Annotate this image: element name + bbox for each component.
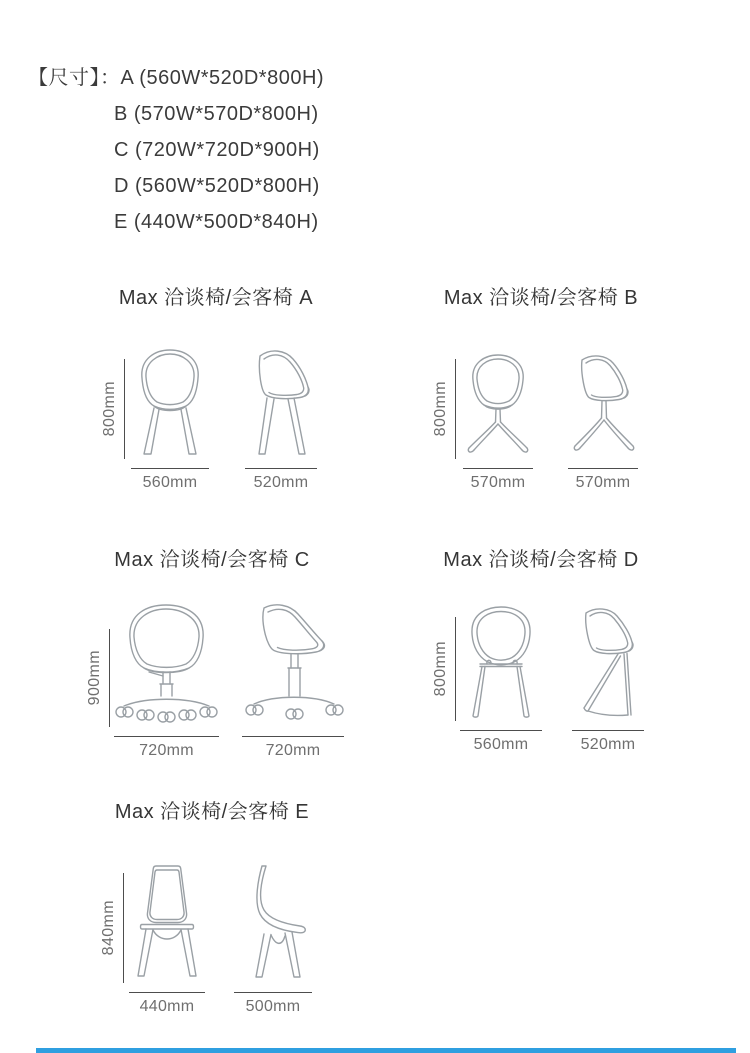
diagram-row bbox=[85, 346, 347, 492]
section-chair-a bbox=[85, 284, 347, 492]
chair-c-side-drawing bbox=[242, 600, 344, 726]
chair-side-view bbox=[234, 862, 312, 1016]
front-width-dimension: 570mm bbox=[463, 468, 533, 492]
height-ruler bbox=[86, 629, 110, 727]
section-title: Max 洽谈椅/会客椅 A bbox=[118, 287, 314, 309]
chair-e-side-drawing bbox=[234, 862, 312, 982]
diagram-row bbox=[85, 862, 339, 1016]
spec-header bbox=[28, 60, 324, 240]
chair-side-view bbox=[572, 605, 644, 754]
height-ruler bbox=[100, 873, 124, 983]
ruler-line bbox=[109, 629, 110, 727]
spec-size-b: B (570W*570D*800H) bbox=[114, 103, 319, 125]
spec-size-a: A (560W*520D*800H) bbox=[120, 67, 325, 89]
spec-size-e: E (440W*500D*840H) bbox=[114, 211, 319, 233]
section-chair-c bbox=[75, 546, 349, 760]
height-ruler bbox=[101, 359, 125, 459]
ruler-line bbox=[455, 359, 456, 459]
chair-e-front-drawing bbox=[129, 862, 205, 982]
section-title: Max 洽谈椅/会客椅 D bbox=[443, 549, 639, 571]
section-title: Max 洽谈椅/会客椅 E bbox=[114, 801, 310, 823]
front-width-dimension: 560mm bbox=[460, 730, 542, 754]
chair-b-front-drawing bbox=[463, 352, 533, 458]
ruler-line bbox=[455, 617, 456, 721]
chair-side-view bbox=[568, 352, 638, 492]
diagram-row bbox=[420, 605, 662, 754]
side-width-dimension: 570mm bbox=[568, 468, 638, 492]
chair-front-view bbox=[460, 605, 542, 754]
ruler-line bbox=[123, 873, 124, 983]
section-chair-e bbox=[85, 798, 339, 1016]
front-width-dimension: 720mm bbox=[114, 736, 219, 760]
accent-bar bbox=[36, 1048, 736, 1053]
chair-front-view bbox=[129, 862, 205, 1016]
height-ruler bbox=[432, 617, 456, 721]
chair-b-side-drawing bbox=[568, 352, 638, 458]
front-width-dimension: 440mm bbox=[129, 992, 205, 1016]
chair-a-front-drawing bbox=[131, 346, 209, 458]
front-width-dimension: 560mm bbox=[131, 468, 209, 492]
chair-a-side-drawing bbox=[245, 346, 317, 458]
height-label: 800mm bbox=[101, 381, 118, 437]
chair-c-front-drawing bbox=[114, 600, 219, 726]
spec-size-d: D (560W*520D*800H) bbox=[114, 175, 320, 197]
spec-label: 【尺寸】： bbox=[28, 67, 121, 89]
spec-line bbox=[28, 60, 324, 96]
spec-size-c: C (720W*720D*900H) bbox=[114, 139, 320, 161]
side-width-dimension: 500mm bbox=[234, 992, 312, 1016]
chair-d-side-drawing bbox=[572, 605, 644, 720]
diagram-row bbox=[75, 600, 349, 760]
section-chair-b bbox=[420, 284, 662, 492]
section-chair-d bbox=[420, 546, 662, 754]
height-ruler bbox=[432, 359, 456, 459]
diagram-row bbox=[420, 352, 662, 492]
height-label: 800mm bbox=[432, 381, 449, 437]
chair-front-view bbox=[114, 600, 219, 760]
side-width-dimension: 520mm bbox=[245, 468, 317, 492]
side-width-dimension: 720mm bbox=[242, 736, 344, 760]
chair-side-view bbox=[245, 346, 317, 492]
chair-front-view bbox=[463, 352, 533, 492]
chair-front-view bbox=[131, 346, 209, 492]
chair-d-front-drawing bbox=[460, 605, 542, 720]
height-label: 800mm bbox=[432, 641, 449, 697]
section-title: Max 洽谈椅/会客椅 B bbox=[443, 287, 639, 309]
height-label: 900mm bbox=[86, 650, 103, 706]
section-title: Max 洽谈椅/会客椅 C bbox=[114, 549, 310, 571]
side-width-dimension: 520mm bbox=[572, 730, 644, 754]
ruler-line bbox=[124, 359, 125, 459]
height-label: 840mm bbox=[100, 900, 117, 956]
chair-side-view bbox=[242, 600, 344, 760]
